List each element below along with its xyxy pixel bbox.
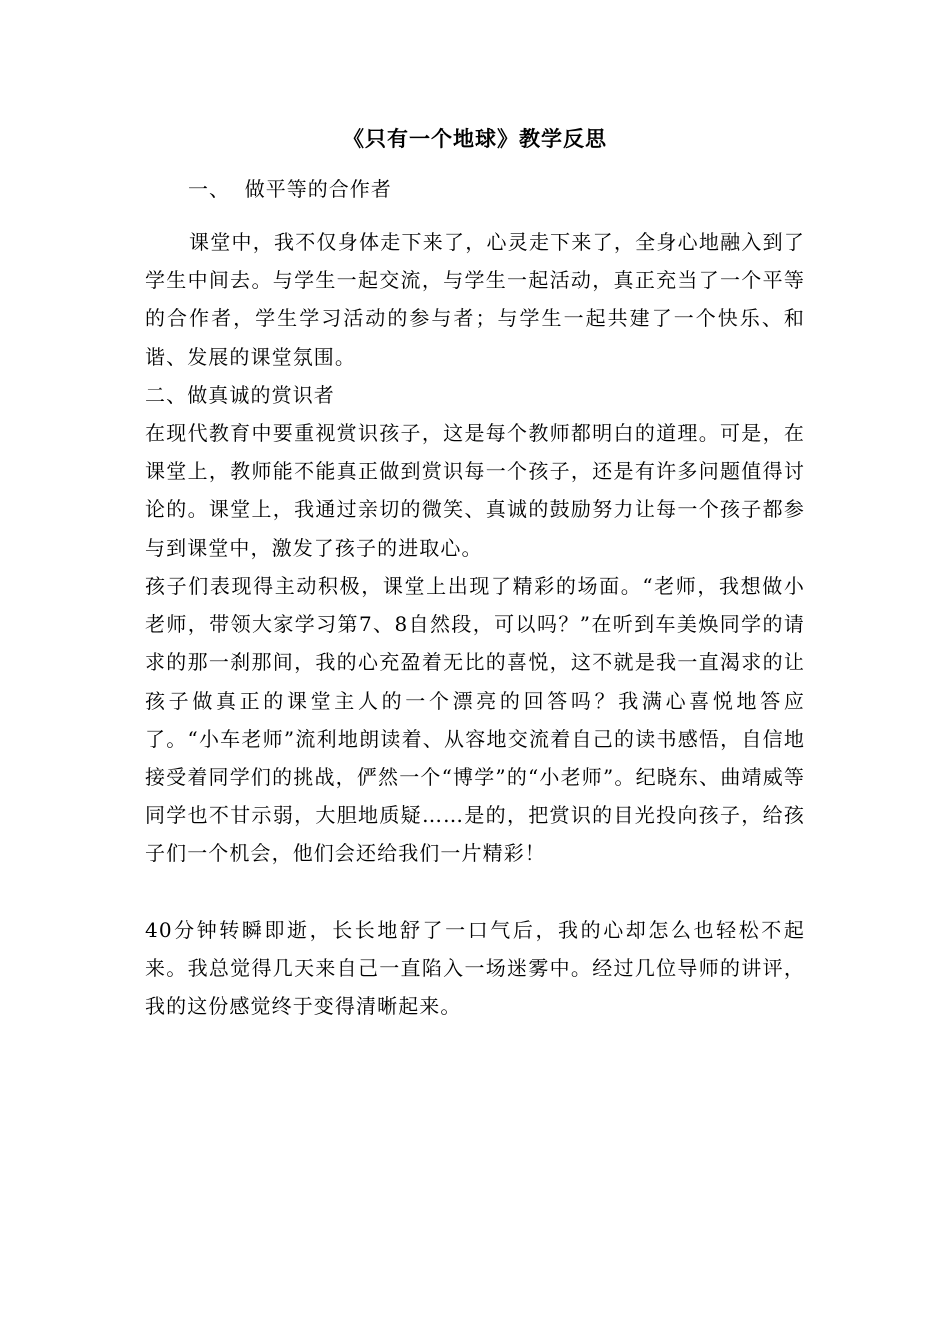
paragraph-class-scene: 孩子们表现得主动积极，课堂上出现了精彩的场面。“老师，我想做小老师，带领大家学习第7、8自然段，可以吗？”在听到车美焕同学的请求的那一刹那间，我的心充盈着无比的喜悦，这不就是我一直渴求的让孩子做真正的课堂主人的一个漂亮的回答吗？我满心喜悦地答应了。“小车老师”流利地朗读着、从容地交流着自己的读书感悟，自信地接受着同学们的挑战，俨然一个“博学”的“小老师”。纪晓东、曲靖威等同学也不甘示弱，大胆地质疑……是的，把赏识的目光投向孩子，给孩子们一个机会，他们会还给我们一片精彩！ <box>145 574 805 866</box>
paragraph-cooperation: 课堂中，我不仅身体走下来了，心灵走下来了，全身心地融入到了学生中间去。与学生一起交流，与学生一起活动，真正充当了一个平等的合作者，学生学习活动的参与者；与学生一起共建了一个快乐、和谐、发展的课堂氛围。 <box>145 230 805 369</box>
paragraph-reflection: 40分钟转瞬即逝，长长地舒了一口气后，我的心却怎么也轻松不起来。我总觉得几天来自己一直陷入一场迷雾中。经过几位导师的讲评，我的这份感觉终于变得清晰起来。 <box>145 918 805 1019</box>
paragraph-appreciation: 在现代教育中要重视赏识孩子，这是每个教师都明白的道理。可是，在课堂上，教师能不能真正做到赏识每一个孩子，还是有许多问题值得讨论的。课堂上，我通过亲切的微笑、真诚的鼓励努力让每一个孩子都参与到课堂中，激发了孩子的进取心。 <box>145 421 805 560</box>
section-heading-2: 二、做真诚的赏识者 <box>145 383 335 407</box>
section-heading-1: 一、 做平等的合作者 <box>188 177 392 201</box>
document-title: 《只有一个地球》教学反思 <box>343 126 607 151</box>
